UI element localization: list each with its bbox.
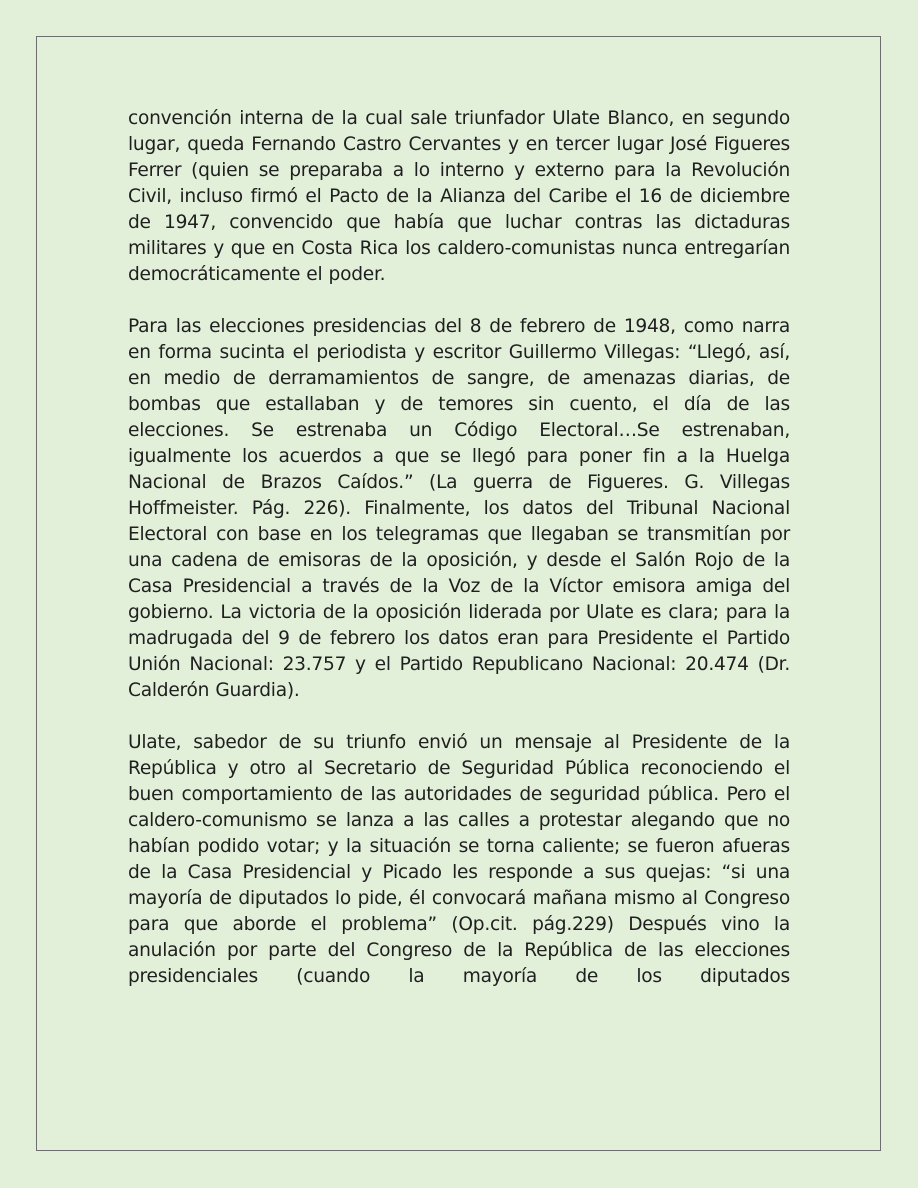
document-body: [128, 106, 790, 1016]
paragraph-ulate: Ulate, sabedor de su triunfo envió un mensaje al Presidente de la República y otro al Secretario de Seguridad Pública reconociendo el buen comportamiento de las autoridades de seguridad pública. Pero el caldero-comunismo se lanza a las calles a protestar alegando que no habían podido votar; y la situación se torna caliente; se fueron afueras de la Casa Presidencial y Picado les responde a sus quejas: “si una mayoría de diputados lo pide, él convocará mañana mismo al Congreso para que aborde el problema” (Op.cit. pág.229) Después vino la anulación por parte del Congreso de la República de las elecciones presidenciales (cuando la mayoría de los diputados: [128, 732, 790, 987]
paragraph-convencion: convención interna de la cual sale triunfador Ulate Blanco, en segundo lugar, queda Fernando Castro Cervantes y en tercer lugar José Figueres Ferrer (quien se preparaba a lo interno y externo para la Revolución Civil, incluso firmó el Pacto de la Alianza del Caribe el 16 de diciembre de 1947, convencido que había que luchar contras las dictaduras militares y que en Costa Rica los caldero-comunistas nunca entregarían democráticamente el poder.: [128, 108, 790, 285]
paragraph-elecciones: Para las elecciones presidencias del 8 de febrero de 1948, como narra en forma sucinta el periodista y escritor Guillermo Villegas: “Llegó, así, en medio de derramamientos de sangre, de amenazas diarias, de bombas que estallaban y de temores sin cuento, el día de las elecciones. Se estrenaba un Código Electoral…Se estrenaban, igualmente los acuerdos a que se llegó para poner fin a la Huelga Nacional de Brazos Caídos.” (La guerra de Figueres. G. Villegas Hoffmeister. Pág. 226). Finalmente, los datos del Tribunal Nacional Electoral con base en los telegramas que llegaban se transmitían por una cadena de emisoras de la oposición, y desde el Salón Rojo de la Casa Presidencial a través de la Voz de la Víctor emisora amiga del gobierno. La victoria de la oposición liderada por Ulate es clara; para la madrugada del 9 de febrero los datos eran para Presidente el Partido Unión Nacional: 23.757 y el Partido Republicano Nacional: 20.474 (Dr. Calderón Guardia).: [128, 316, 790, 701]
